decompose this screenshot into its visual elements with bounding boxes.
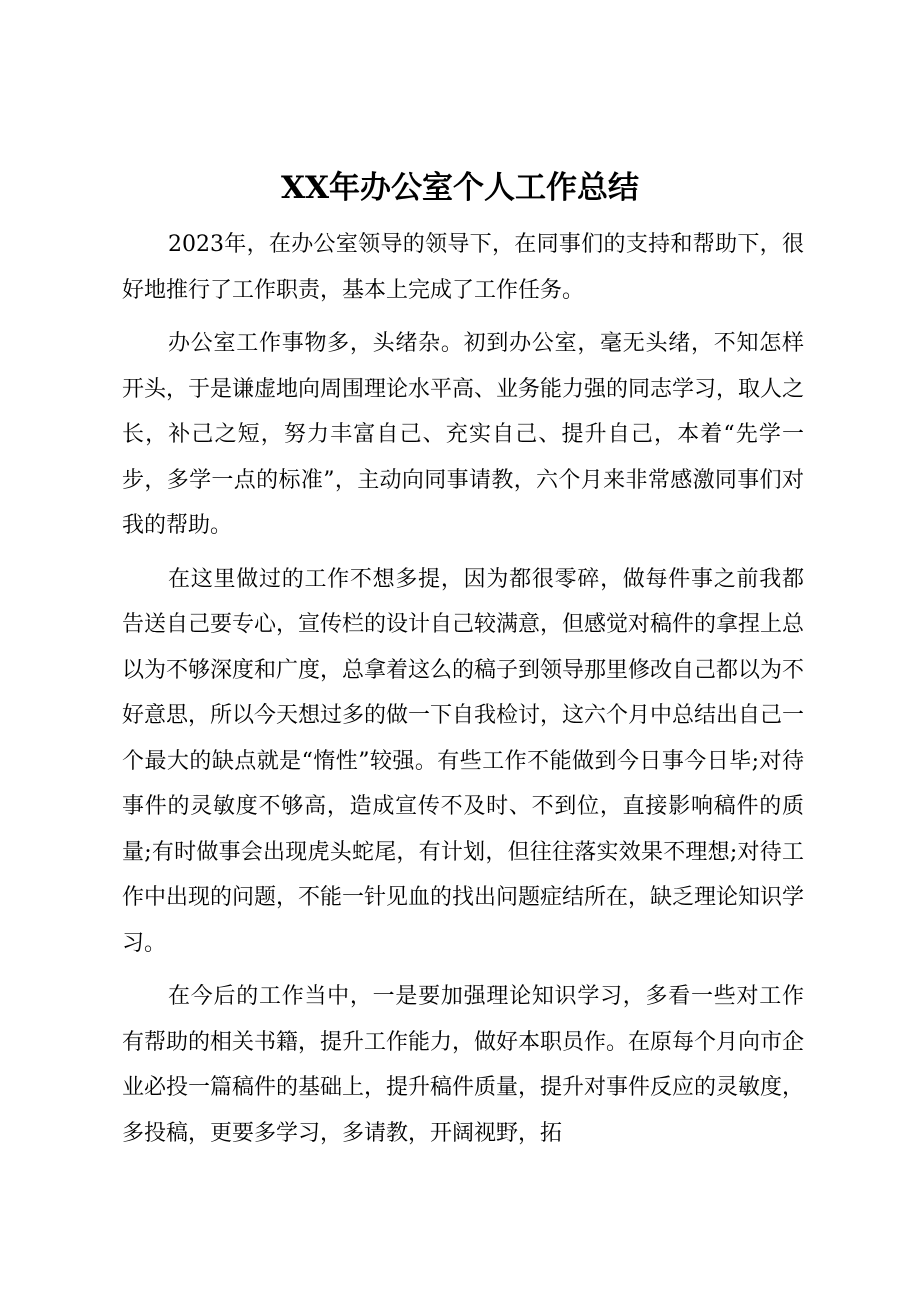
paragraph-4: 在今后的工作当中，一是要加强理论知识学习，多看一些对工作有帮助的相关书籍，提升工作能力，做好本职员作。在原每个月向市企业必投一篇稿件的基础上，提升稿件质量，提升对事件反应的灵敏度，多投稿，更要多学习，多请教，开阔视野，拓: [122, 984, 805, 1146]
paragraph-3: 在这里做过的工作不想多提，因为都很零碎，做每件事之前我都告送自己要专心，宣传栏的设计自己较满意，但感觉对稿件的拿捏上总以为不够深度和广度，总拿着这么的稿子到领导那里修改自己都以为不好意思，所以今天想过多的做一下自我检讨，这六个月中总结出自己一个最大的缺点就是“惰性”较强。有些工作不能做到今日事今日毕;对待事件的灵敏度不够高，造成宣传不及时、不到位，直接影响稿件的质量;有时做事会出现虎头蛇尾，有计划，但往往落实效果不理想;对待工作中出现的问题，不能一针见血的找出问题症结所在，缺乏理论知识学习。: [122, 566, 805, 956]
document-title: XX年办公室个人工作总结: [280, 170, 640, 206]
paragraph-2: 办公室工作事物多，头绪杂。初到办公室，毫无头绪，不知怎样开头，于是谦虚地向周围理论水平高、业务能力强的同志学习，取人之长，补己之短，努力丰富自己、充实自己、提升自己，本着“先学一步，多学一点的标准”，主动向同事请教，六个月来非常感激同事们对我的帮助。: [122, 331, 805, 538]
paragraph-1: 2023年，在办公室领导的领导下，在同事们的支持和帮助下，很好地推行了工作职责，基本上完成了工作任务。: [122, 232, 804, 303]
document-body: [122, 222, 804, 1164]
